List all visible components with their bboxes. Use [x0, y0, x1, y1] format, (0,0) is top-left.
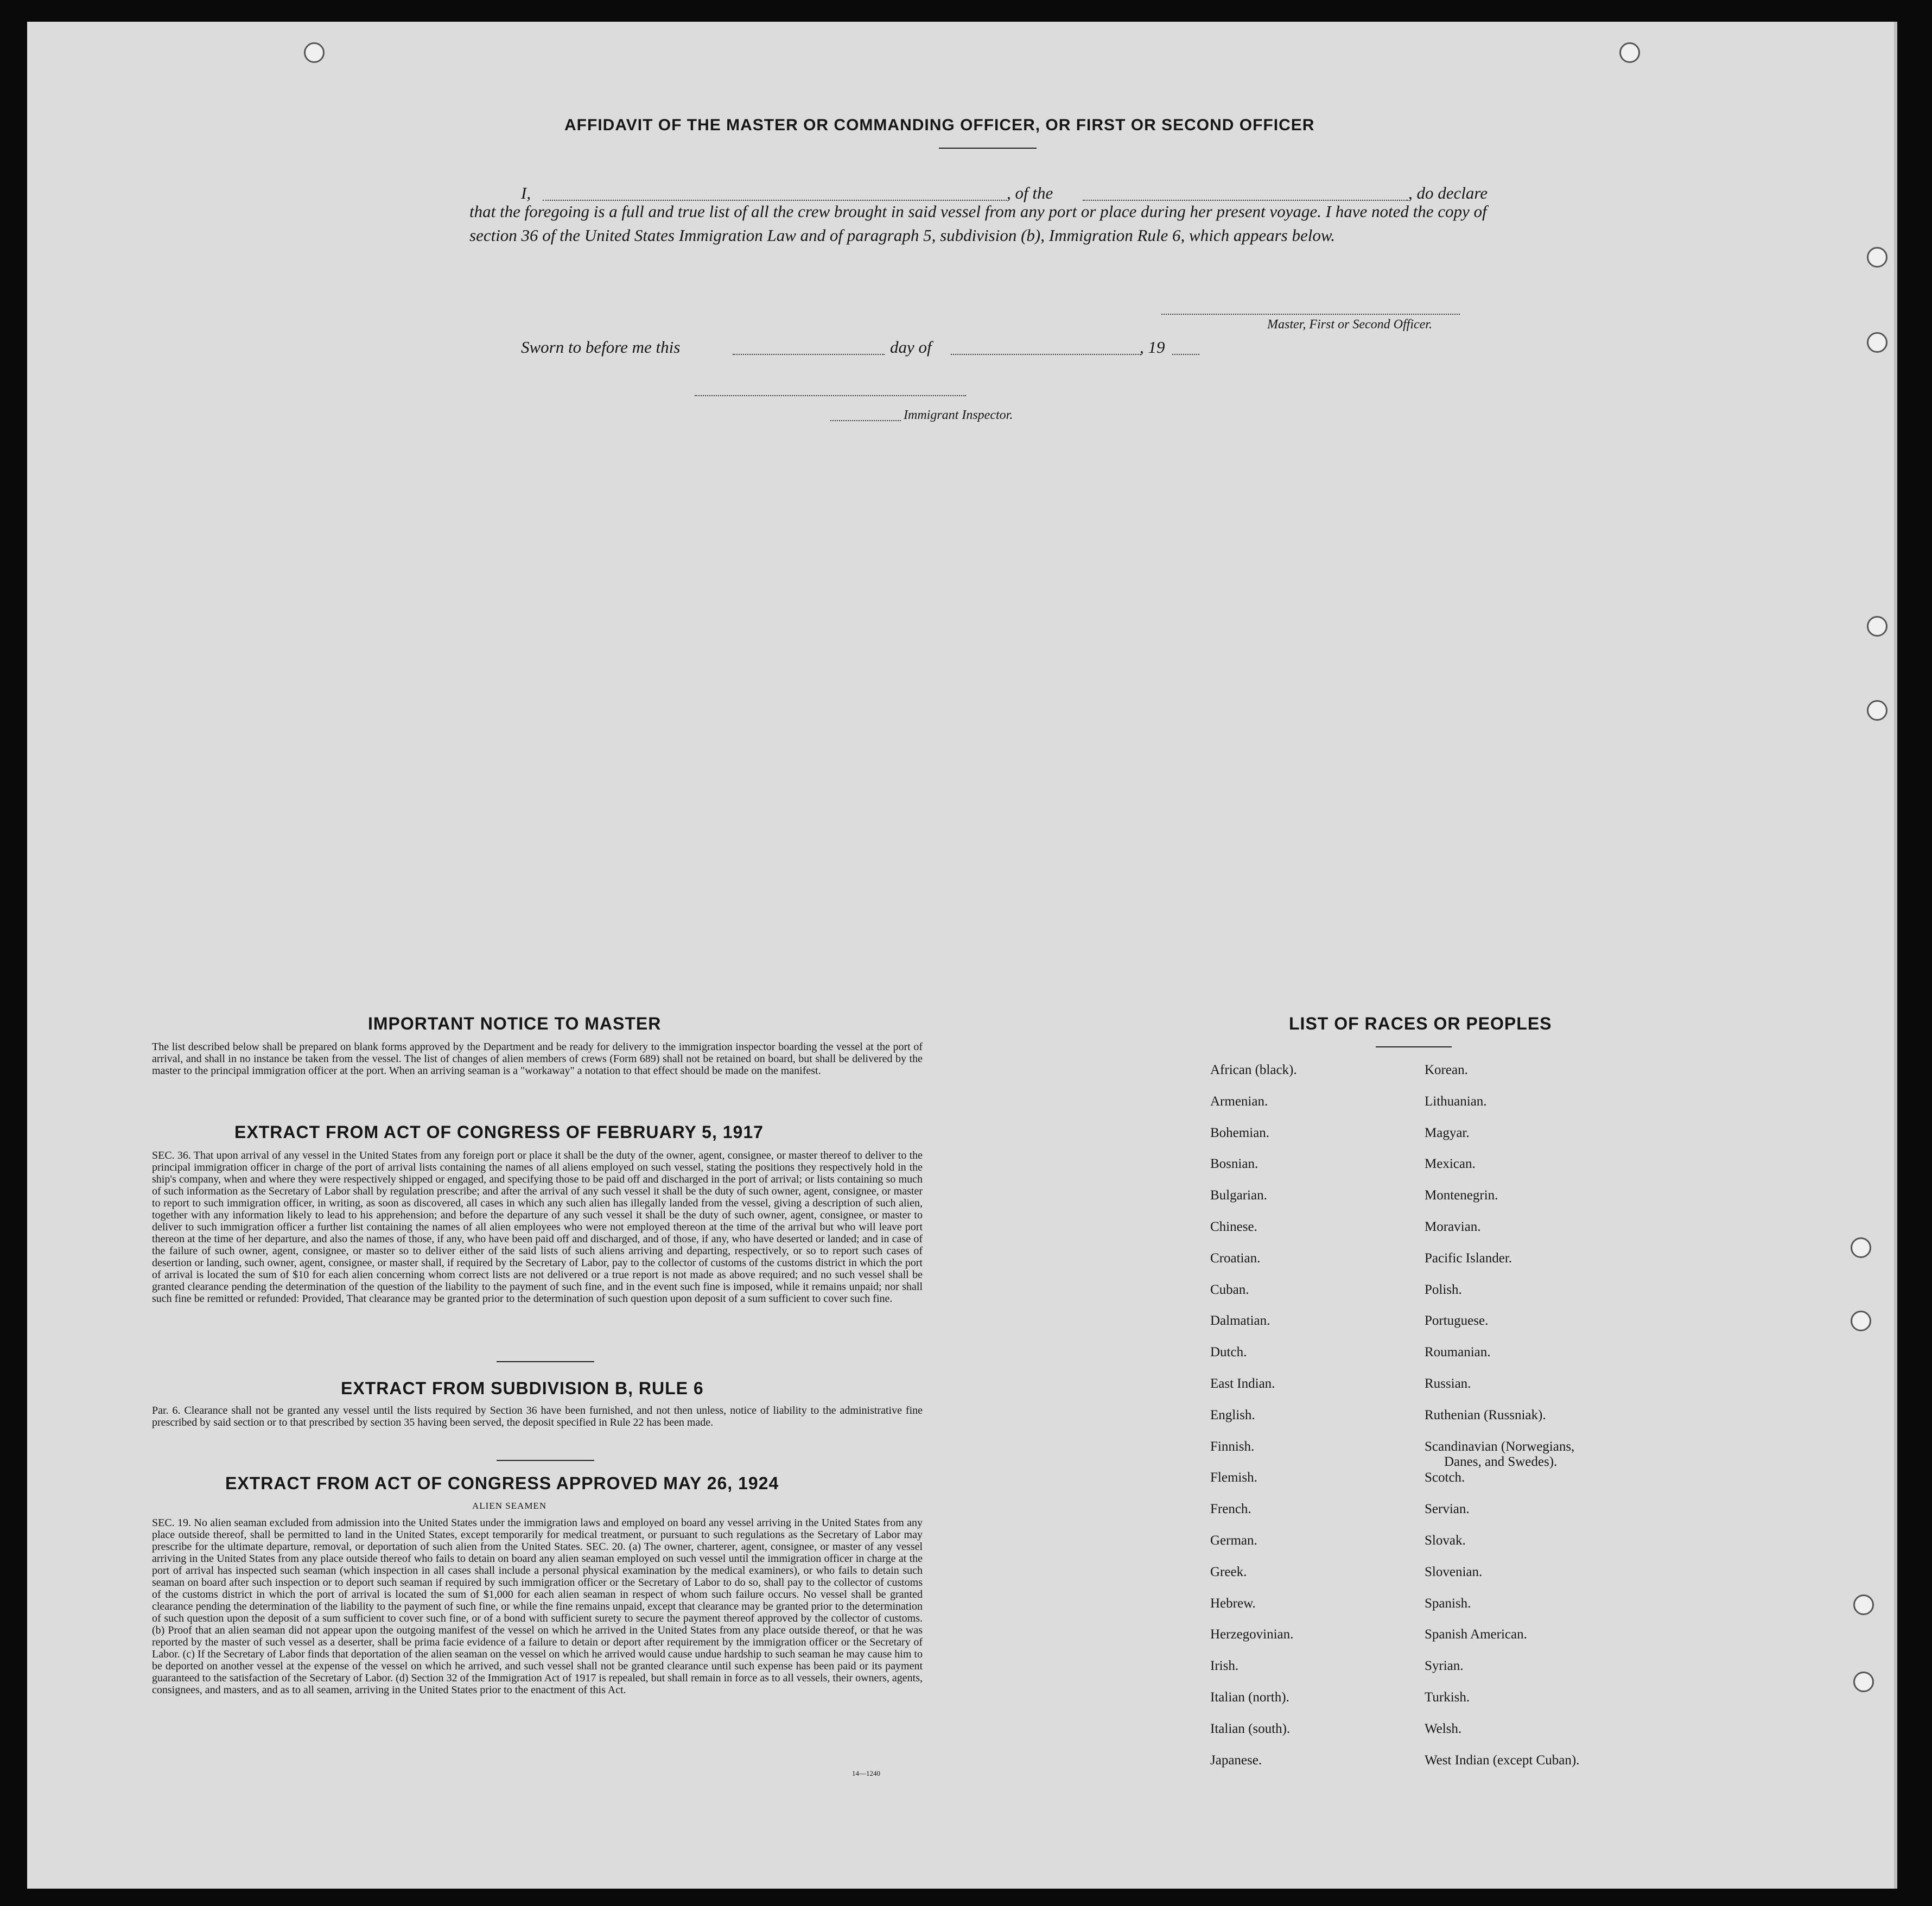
notice-title: IMPORTANT NOTICE TO MASTER	[368, 1014, 662, 1033]
race-entry: Greek.	[1210, 1564, 1247, 1579]
race-entry: Chinese.	[1210, 1219, 1257, 1234]
race-entry: Montenegrin.	[1425, 1188, 1498, 1203]
race-entry: Mexican.	[1425, 1157, 1476, 1172]
race-entry: Korean.	[1425, 1063, 1468, 1077]
race-entry: Finnish.	[1210, 1439, 1255, 1454]
race-entry: Pacific Islander.	[1425, 1250, 1512, 1266]
race-entry: Portuguese.	[1425, 1313, 1489, 1329]
race-entry: Dalmatian.	[1210, 1313, 1270, 1329]
binder-hole	[1851, 1237, 1871, 1258]
extract-1924-text: SEC. 19. No alien seaman excluded from admission into the United States under the immigration laws and employed on board any vessel arriving in the United States from any place outside thereof, shall be permitted to land in the United States, except temporarily for medical treatment, or pursuant to such regulations as the Secretary of Labor may prescribe for the ultimate departure, removal, or deportation of such alien from the United States. SEC. 20. (a) The owner, charterer, agent, consignee, or master of any vessel arriving in the United States from any place outside thereof who fails to detain on board any alien seaman employed on such vessel until the immigration officer in charge at the port of arrival has inspected such seaman (which inspection in all cases shall include a personal physical examination by the medical examiners), or who fails to detain such seaman on board after such inspection or to deport such seaman if required by such immigration officer or the Secretary of Labor to do so, shall pay to the collector of customs of the customs district in which the port of arrival is located the sum of $1,000 for each alien seaman in respect of whom such failure occurs. No vessel shall be granted clearance pending the determination of the liability to the payment of such fine, or while the fine remains unpaid, except that clearance may be granted prior to the determination of such question upon the deposit of a sum sufficient to cover such fine, or of a bond with sufficient surety to secure the payment thereof approved by the collector of customs. (b) Proof that an alien seaman did not appear upon the outgoing manifest of the vessel on which he arrived in the United States from any place outside thereof, or that he was reported by the master of such vessel as a deserter, shall be prima facie evidence of a failure to detain or deport after requirement by the immigration officer or the Secretary of Labor. (c) If the Secretary of Labor finds that deportation of the alien seaman on the vessel on which he arrived would cause undue hardship to such seaman he may cause him to be deported on another vessel at the expense of the vessel on which he arrived, and such vessel shall not be granted clearance until such expense has been paid or its payment guaranteed to the satisfaction of the Secretary of Labor. (d) Section 32 of the Immigration Act of 1917 is repealed, but shall remain in force as to all vessels, their owners, agents, consignees, and masters, and as to all seamen, arriving in the United States prior to the enactment of this Act.	[152, 1517, 923, 1696]
race-entry: Scandinavian (Norwegians,	[1425, 1439, 1575, 1454]
race-entry: Herzegovinian.	[1210, 1627, 1294, 1642]
section-divider	[497, 1460, 594, 1461]
race-entry: Spanish.	[1425, 1596, 1471, 1611]
binder-hole	[1853, 1594, 1874, 1615]
binder-hole	[304, 42, 325, 63]
race-entry: Cuban.	[1210, 1282, 1249, 1297]
race-entry: Danes, and Swedes).	[1444, 1454, 1558, 1470]
race-entry: Moravian.	[1425, 1219, 1481, 1234]
race-entry: German.	[1210, 1533, 1257, 1548]
race-entry: Russian.	[1425, 1376, 1471, 1391]
race-entry: Servian.	[1425, 1502, 1470, 1517]
race-entry: Ruthenian (Russniak).	[1425, 1407, 1546, 1422]
rule6-title: EXTRACT FROM SUBDIVISION B, RULE 6	[341, 1378, 704, 1398]
race-entry: Slovak.	[1425, 1533, 1466, 1548]
race-entry: Irish.	[1210, 1659, 1239, 1674]
race-entry: Syrian.	[1425, 1659, 1464, 1674]
race-entry: Hebrew.	[1210, 1596, 1256, 1611]
race-entry: Magyar.	[1425, 1125, 1470, 1140]
races-title: LIST OF RACES OR PEOPLES	[1289, 1014, 1552, 1033]
race-entry: Armenian.	[1210, 1094, 1268, 1109]
affidavit-title: AFFIDAVIT OF THE MASTER OR COMMANDING OFFICER, OR FIRST OR SECOND OFFICER	[564, 116, 1315, 134]
race-entry: Japanese.	[1210, 1752, 1262, 1768]
extract-1917-title: EXTRACT FROM ACT OF CONGRESS OF FEBRUARY 5, 1917	[234, 1122, 764, 1142]
bleed-through-heading	[353, 87, 363, 110]
binder-hole	[1619, 42, 1640, 63]
extract-1924-subtitle: ALIEN SEAMEN	[472, 1501, 547, 1511]
binder-hole	[1867, 247, 1887, 268]
binder-hole	[1867, 700, 1887, 721]
race-entry: Bosnian.	[1210, 1157, 1259, 1172]
binder-hole	[1853, 1672, 1874, 1692]
form-number: 14—1240	[852, 1769, 880, 1777]
sworn-month-line[interactable]	[951, 354, 1141, 355]
master-signature-line[interactable]	[1161, 314, 1460, 315]
race-entry: Italian (north).	[1210, 1690, 1289, 1705]
binder-hole	[1851, 1311, 1871, 1331]
race-entry: Flemish.	[1210, 1470, 1257, 1485]
inspector-signature-line[interactable]	[695, 395, 966, 396]
affidavit-body: that the foregoing is a full and true list of all the crew brought in said vessel from any port or place during her present voyage. I have noted the copy of section 36 of the United States Immigration Law and of paragraph 5, subdivision (b), Immigration Rule 6, which appears below.	[469, 202, 1487, 245]
inspector-caption: Immigrant Inspector.	[904, 408, 1013, 422]
day-of-label: day of	[890, 338, 932, 357]
race-entry: Slovenian.	[1425, 1564, 1483, 1579]
extract-1917-text: SEC. 36. That upon arrival of any vessel in the United States from any foreign port or place it shall be the duty of the owner, agent, consignee, or master thereof to deliver to the principal immigration officer in charge of the port of arrival lists containing the names of all aliens employed on such vessel, stating the positions they respectively hold in the ship's company, when and where they were respectively shipped or engaged, and specifying those to be paid off and discharged in the port of arrival; or lists containing so much of such information as the Secretary of Labor shall by regulation prescribe; and after the arrival of any such vessel it shall be the duty of such owner, agent, consignee, or master to report to such immigration officer, in writing, as soon as discovered, all cases in which any such alien has illegally landed from the vessel, giving a description of such alien, together with any information likely to lead to his apprehension; and before the departure of any such vessel it shall be the duty of such owner, agent, consignee, or master to deliver to such immigration officer a further list containing the names of all alien employees who were not employed thereon at the time of the arrival but who will leave port thereon at the time of her departure, and also the names of those, if any, who have been paid off and discharged, and of those, if any, who have deserted or landed; and in case of the failure of such owner, agent, consignee, or master so to deliver either of the said lists of such aliens arriving and departing, respectively, or so to report such cases of desertion or landing, such owner, agent, consignee, or master shall, if required by the Secretary of Labor, pay to the collector of customs of the customs district in which the port of arrival is located the sum of $10 for each alien concerning whom correct lists are not delivered or a true report is not made as above required; and no such vessel shall be granted clearance pending the determination of the question of the liability to the payment of such fine, and in the event such fine is imposed, while it remains unpaid; nor shall such fine be remitted or refunded: Provided, That clearance may be granted prior to the determination of such question upon deposit of a sum sufficient to cover such fine.	[152, 1149, 923, 1305]
race-entry: Polish.	[1425, 1282, 1462, 1297]
race-entry: Croatian.	[1210, 1250, 1261, 1266]
inspector-short-line	[830, 420, 901, 421]
sworn-label: Sworn to before me this	[521, 338, 681, 357]
race-entry: Dutch.	[1210, 1345, 1247, 1360]
binder-hole	[1867, 332, 1887, 353]
race-entry: Spanish American.	[1425, 1627, 1527, 1642]
race-entry: West Indian (except Cuban).	[1425, 1752, 1580, 1768]
sworn-year-line[interactable]	[1172, 354, 1199, 355]
title-underline	[939, 148, 1037, 149]
race-entry: French.	[1210, 1502, 1251, 1517]
race-entry: East Indian.	[1210, 1376, 1275, 1391]
notice-text: The list described below shall be prepared on blank forms approved by the Department and be ready for delivery to the immigration inspector boarding the vessel at the port of arrival, and shall in no instance be taken from the vessel. The list of changes of alien members of crews (Form 689) shall not be retained on board, but shall be delivered by the master to the principal immigration officer at the port. When an arriving seaman is a "workaway" a notation to that effect should be made on the manifest.	[152, 1041, 923, 1077]
extract-1924-title: EXTRACT FROM ACT OF CONGRESS APPROVED MAY 26, 1924	[225, 1473, 779, 1493]
race-entry: English.	[1210, 1407, 1255, 1422]
sworn-day-line[interactable]	[733, 354, 885, 355]
race-entry: Italian (south).	[1210, 1721, 1291, 1736]
race-entry: Welsh.	[1425, 1721, 1462, 1736]
race-entry: Roumanian.	[1425, 1345, 1491, 1360]
race-entry: Lithuanian.	[1425, 1094, 1487, 1109]
race-entry: Bulgarian.	[1210, 1188, 1267, 1203]
section-divider	[497, 1361, 594, 1362]
races-title-underline	[1376, 1046, 1452, 1047]
declarant-i-label: I,	[521, 183, 531, 202]
race-entry: Bohemian.	[1210, 1125, 1270, 1140]
rule6-text: Par. 6. Clearance shall not be granted any vessel until the lists required by Section 36 have been furnished, and not then unless, notice of liability to the administrative fine prescribed by said section or to that prescribed by section 35 having been served, the deposit specified in Rule 22 has been made.	[152, 1405, 923, 1428]
race-entry: Turkish.	[1425, 1690, 1470, 1705]
year-label: , 19	[1140, 338, 1165, 357]
master-signature-caption: Master, First or Second Officer.	[1267, 317, 1432, 332]
do-declare-label: , do declare	[1408, 183, 1488, 202]
race-entry: Scotch.	[1425, 1470, 1465, 1485]
binder-hole	[1867, 616, 1887, 637]
race-entry: African (black).	[1210, 1063, 1297, 1077]
of-the-label: , of the	[1007, 183, 1053, 202]
